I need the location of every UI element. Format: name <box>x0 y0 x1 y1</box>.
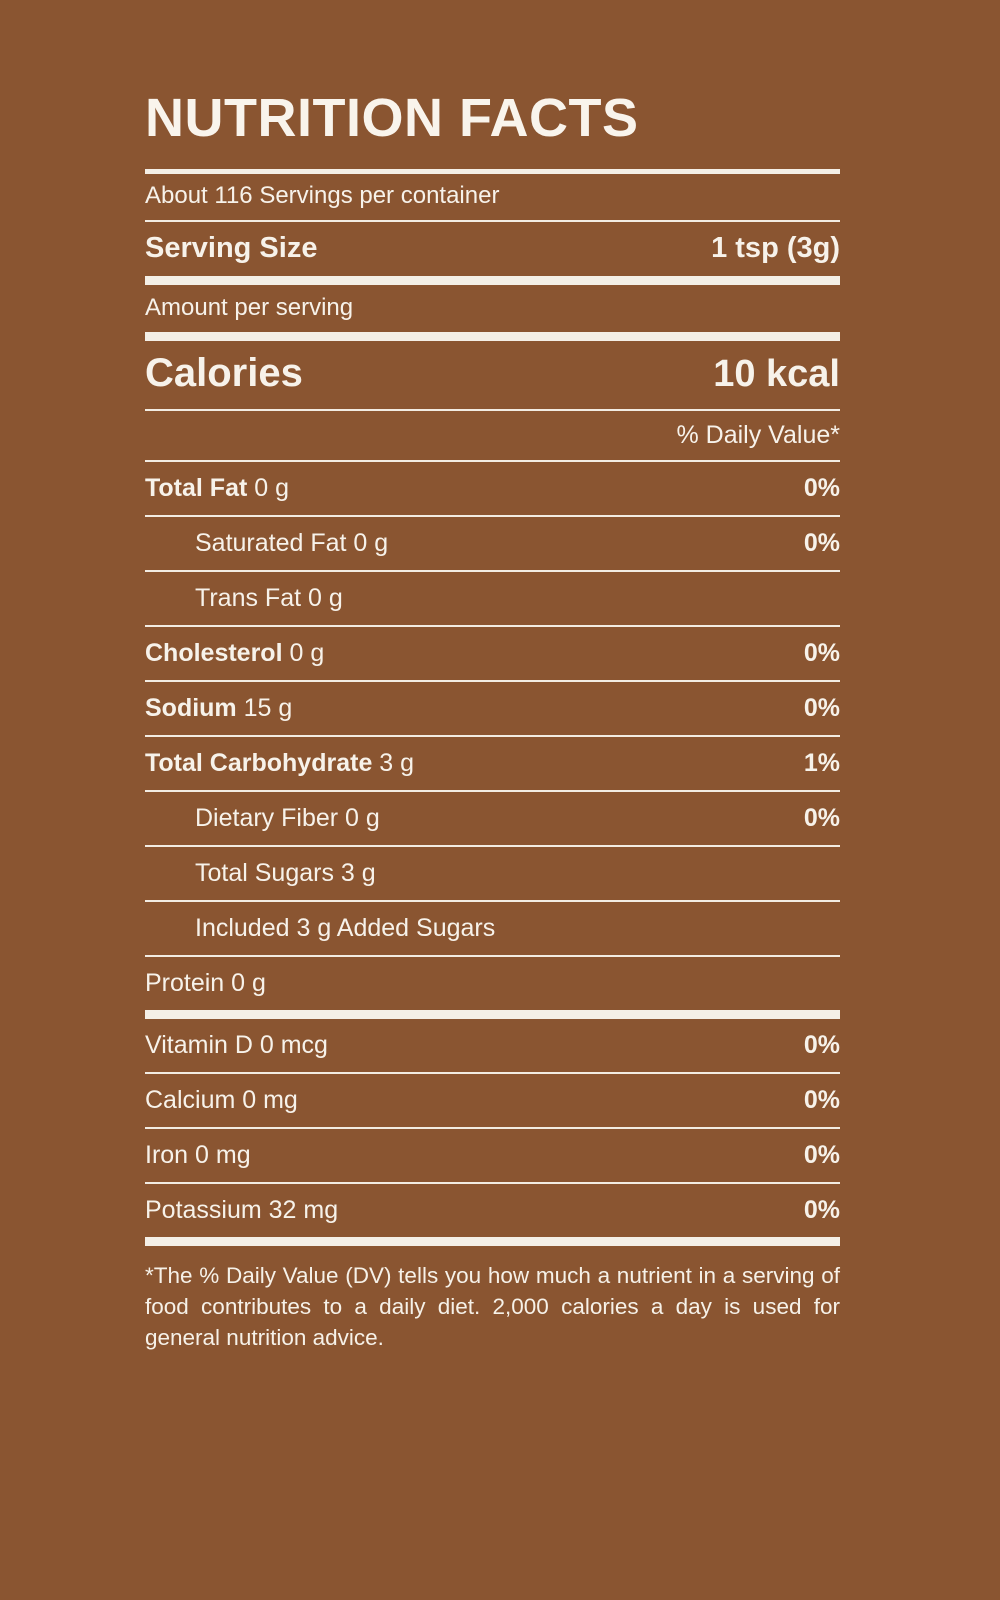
serving-size-label: Serving Size <box>145 231 318 264</box>
table-row <box>145 792 840 845</box>
table-row <box>145 627 840 680</box>
nutrient-name: Total Carbohydrate <box>145 748 373 777</box>
table-row <box>145 957 840 1010</box>
daily-value-header: % Daily Value* <box>676 420 840 449</box>
table-row <box>145 1184 840 1237</box>
nutrient-dv: 0% <box>803 473 840 502</box>
nutrient-dv: 0% <box>803 803 840 832</box>
nutrient-amount: 0 g <box>282 638 325 667</box>
nutrient-name: Cholesterol <box>145 638 283 667</box>
nutrient-name: Trans Fat 0 g <box>195 583 343 612</box>
nutrient-dv: 0% <box>803 528 840 557</box>
nutrient-amount: 15 g <box>236 693 293 722</box>
table-row <box>145 462 840 515</box>
page-title: NUTRITION FACTS <box>145 88 639 148</box>
calories-value: 10 kcal <box>713 352 840 395</box>
micronutrient-name: Potassium 32 mg <box>145 1195 339 1224</box>
micronutrient-name: Vitamin D 0 mcg <box>145 1030 328 1059</box>
table-row <box>145 737 840 790</box>
micronutrient-dv: 0% <box>803 1030 840 1059</box>
table-row <box>145 517 840 570</box>
micronutrient-name: Iron 0 mg <box>145 1140 251 1169</box>
serving-size-value: 1 tsp (3g) <box>711 231 840 264</box>
nutrient-dv: 0% <box>803 638 840 667</box>
table-row <box>145 1074 840 1127</box>
micronutrient-dv: 0% <box>803 1140 840 1169</box>
table-row <box>145 1129 840 1182</box>
divider <box>145 332 840 341</box>
micronutrient-dv: 0% <box>803 1085 840 1114</box>
nutrient-amount: 0 g <box>247 473 290 502</box>
calories-label: Calories <box>145 350 303 395</box>
amount-per-serving: Amount per serving <box>145 293 354 321</box>
micronutrient-dv: 0% <box>803 1195 840 1224</box>
divider <box>145 1010 840 1019</box>
table-row <box>145 847 840 900</box>
nutrient-name: Protein 0 g <box>145 968 266 997</box>
calories-row <box>145 341 840 409</box>
divider <box>145 276 840 285</box>
table-row <box>145 682 840 735</box>
nutrient-amount: 3 g <box>372 748 415 777</box>
nutrient-dv: 0% <box>803 693 840 722</box>
table-row <box>145 572 840 625</box>
nutrient-name: Saturated Fat 0 g <box>195 528 389 557</box>
nutrient-name: Total Sugars 3 g <box>195 858 376 887</box>
nutrition-facts-label <box>145 90 840 1353</box>
daily-value-footnote: *The % Daily Value (DV) tells you how much a nutrient in a serving of food contributes to a daily diet. 2,000 calories a day is used for general nutrition advice. <box>145 1262 840 1350</box>
nutrient-dv: 1% <box>803 748 840 777</box>
micronutrient-name: Calcium 0 mg <box>145 1085 298 1114</box>
nutrient-name: Dietary Fiber 0 g <box>195 803 380 832</box>
divider <box>145 1237 840 1246</box>
table-row <box>145 1019 840 1072</box>
servings-per-container: About 116 Servings per container <box>145 181 500 209</box>
serving-size-row <box>145 222 840 276</box>
nutrient-name: Total Fat <box>145 473 248 502</box>
table-row <box>145 902 840 955</box>
nutrient-name: Sodium <box>145 693 237 722</box>
nutrient-name: Included 3 g Added Sugars <box>195 913 496 942</box>
